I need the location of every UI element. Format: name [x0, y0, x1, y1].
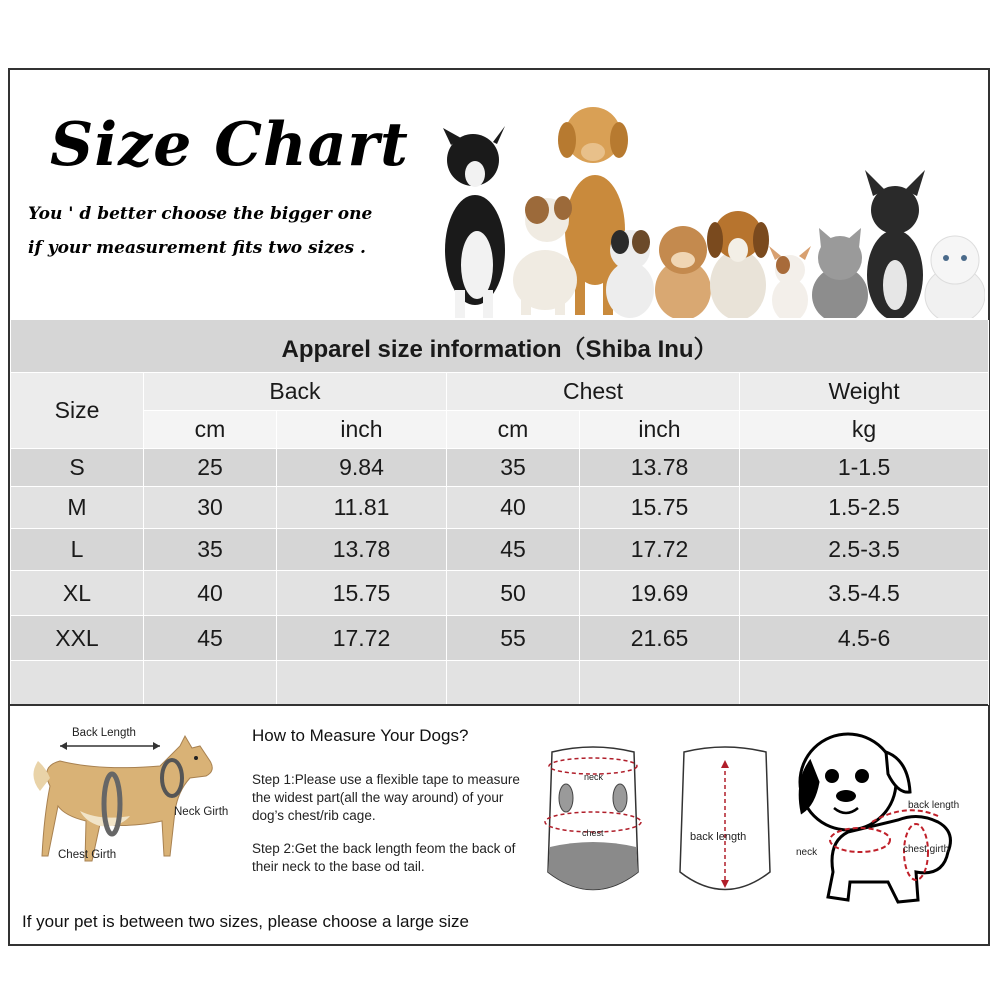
border-collie-image	[443, 126, 505, 318]
garment-back-length-label: back length	[690, 831, 747, 843]
pekingese-image	[655, 226, 711, 318]
chest-inch-header: inch	[580, 411, 740, 449]
chihuahua-image	[769, 246, 811, 318]
chest-inch-cell: 13.78	[580, 449, 740, 487]
chest-inch-cell: 17.72	[580, 529, 740, 571]
cartoon-back-length-label: back length	[908, 800, 960, 811]
how-to-measure-title: How to Measure Your Dogs?	[252, 726, 469, 745]
chest-inch-cell: 19.69	[580, 571, 740, 616]
step-1-text: Step 1:Please use a flexible tape to measure the widest part(all the way around) of your dog’s chest/rib cage.	[252, 772, 520, 823]
grey-cat-image	[812, 228, 868, 318]
back-cm-cell: 30	[144, 487, 277, 529]
size-cell: S	[11, 449, 144, 487]
beagle-image	[707, 211, 769, 318]
back-length-label: Back Length	[72, 727, 136, 739]
shiba-dog-image	[33, 736, 212, 861]
back-inch-cell: 13.78	[277, 529, 447, 571]
size-header: Size	[11, 373, 144, 449]
size-cell: L	[11, 529, 144, 571]
chest-cm-cell: 50	[447, 571, 580, 616]
french-bulldog-image	[865, 170, 925, 318]
weight-cell: 2.5-3.5	[740, 529, 989, 571]
size-cell: M	[11, 487, 144, 529]
cartoon-neck-label: neck	[796, 847, 818, 858]
weight-cell: 3.5-4.5	[740, 571, 989, 616]
jack-russell-image	[513, 196, 577, 315]
size-table	[10, 320, 988, 704]
back-cm-cell: 40	[144, 571, 277, 616]
back-cm-cell: 25	[144, 449, 277, 487]
table-row	[11, 487, 989, 529]
weight-cell: 1-1.5	[740, 449, 989, 487]
weight-header: Weight	[740, 373, 989, 411]
subtitle-line-2: if your measurement fits two sizes .	[28, 238, 366, 258]
weight-kg-header: kg	[740, 411, 989, 449]
shiba-measure-diagram	[20, 716, 250, 906]
chest-cm-cell: 55	[447, 616, 580, 661]
chest-cm-cell: 45	[447, 529, 580, 571]
chest-inch-cell: 21.65	[580, 616, 740, 661]
back-inch-cell: 11.81	[277, 487, 447, 529]
chest-header: Chest	[447, 373, 740, 411]
chest-cm-cell: 35	[447, 449, 580, 487]
terrier-image	[606, 230, 654, 318]
size-cell: XXL	[11, 616, 144, 661]
chest-cm-header: cm	[447, 411, 580, 449]
weight-cell: 4.5-6	[740, 616, 989, 661]
table-row	[11, 529, 989, 571]
back-header: Back	[144, 373, 447, 411]
garment-front-diagram	[538, 742, 648, 907]
white-cat-image	[925, 236, 985, 318]
weight-cell: 1.5-2.5	[740, 487, 989, 529]
back-cm-cell: 35	[144, 529, 277, 571]
step-2-text: Step 2:Get the back length feom the back of their neck to the base od tail.	[252, 841, 516, 874]
empty-table-row	[11, 661, 989, 705]
table-row	[11, 616, 989, 661]
garment-back-diagram	[670, 742, 780, 907]
chest-cm-cell: 40	[447, 487, 580, 529]
table-row	[11, 449, 989, 487]
back-inch-cell: 17.72	[277, 616, 447, 661]
size-cell: XL	[11, 571, 144, 616]
header	[10, 70, 988, 320]
back-cm-header: cm	[144, 411, 277, 449]
chest-inch-cell: 15.75	[580, 487, 740, 529]
neck-girth-label: Neck Girth	[174, 806, 229, 818]
table-title: Apparel size information（Shiba Inu）	[11, 320, 989, 373]
garment-chest-label: chest	[582, 828, 604, 838]
pets-group-image	[425, 100, 985, 318]
back-inch-cell: 15.75	[277, 571, 447, 616]
measure-guide	[10, 704, 988, 946]
cartoon-chest-girth-label: chest girth	[903, 844, 950, 855]
chest-girth-label: Chest Girth	[58, 849, 117, 861]
garment-neck-label: neck	[584, 772, 604, 782]
subtitle-line-1: You ' d better choose the bigger one	[28, 204, 373, 224]
back-inch-cell: 9.84	[277, 449, 447, 487]
table-row	[11, 571, 989, 616]
footnote: If your pet is between two sizes, please choose a large size	[22, 912, 469, 931]
size-chart-card	[8, 68, 990, 946]
page-title: Size Chart	[50, 110, 409, 180]
cartoon-dog-diagram	[788, 712, 984, 912]
back-cm-cell: 45	[144, 616, 277, 661]
back-inch-header: inch	[277, 411, 447, 449]
cartoon-dog-image	[800, 734, 950, 902]
